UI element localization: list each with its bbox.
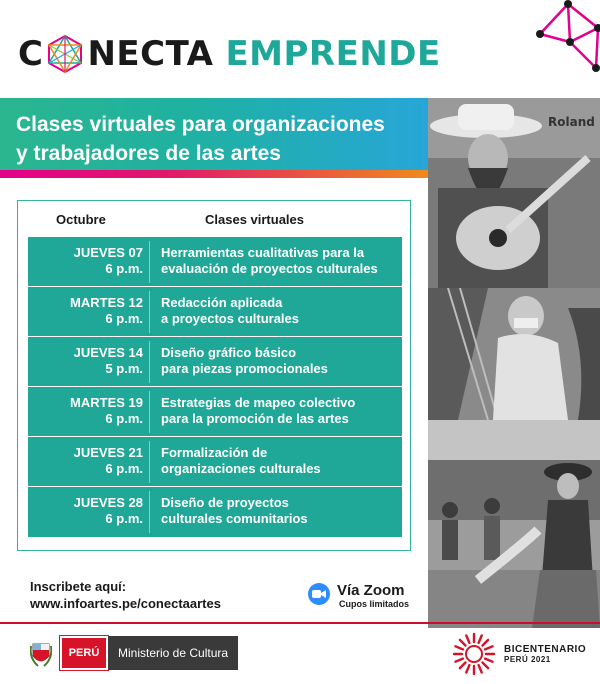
ministry-label: Ministerio de Cultura	[108, 636, 238, 670]
row-day: JUEVES 21	[73, 445, 143, 460]
signup-label: Inscribete aquí:	[30, 579, 127, 594]
row-class-line1: Diseño gráfico básico	[161, 345, 297, 360]
table-row	[28, 487, 402, 537]
row-class-line2: para la promoción de las artes	[161, 411, 349, 426]
row-class-line2: organizaciones culturales	[161, 461, 321, 476]
schedule-table	[17, 200, 411, 551]
row-time: 6 p.m.	[105, 261, 143, 276]
row-date	[28, 345, 143, 377]
row-class-line2: culturales comunitarios	[161, 511, 308, 526]
row-date	[28, 495, 143, 527]
row-date	[28, 445, 143, 477]
brand-word-c: C	[18, 34, 44, 74]
brand-logo	[18, 30, 441, 78]
row-class	[161, 345, 397, 377]
row-class-line1: Herramientas cualitativas para la	[161, 245, 365, 260]
row-date	[28, 295, 143, 327]
peru-label: PERÚ	[60, 636, 108, 670]
zoom-block	[308, 582, 409, 609]
photo-column	[428, 98, 600, 628]
row-class-line1: Estrategias de mapeo colectivo	[161, 395, 356, 410]
bicentenario-sun-icon	[452, 632, 496, 676]
row-class	[161, 495, 397, 527]
zoom-title: Vía Zoom	[337, 582, 405, 599]
row-class-line2: evaluación de proyectos culturales	[161, 261, 378, 276]
row-divider	[149, 291, 150, 333]
table-row	[28, 437, 402, 487]
banner-title-line2: y trabajadores de las artes	[16, 142, 281, 165]
footer-divider	[0, 622, 600, 624]
row-class-line1: Redacción aplicada	[161, 295, 283, 310]
brand-word-emprende: EMPRENDE	[225, 34, 441, 74]
table-header-date: Octubre	[56, 212, 106, 227]
table-row	[28, 337, 402, 387]
bicentenario-line1: BICENTENARIO	[504, 644, 587, 655]
banner-title-line1: Clases virtuales para organizaciones	[16, 113, 385, 136]
geometric-gem-icon	[45, 34, 85, 74]
row-class-line1: Formalización de	[161, 445, 268, 460]
table-row	[28, 287, 402, 337]
row-class-line1: Diseño de proyectos	[161, 495, 289, 510]
table-row	[28, 387, 402, 437]
row-day: MARTES 19	[70, 395, 143, 410]
row-divider	[149, 441, 150, 483]
zoom-note: Cupos limitados	[339, 599, 410, 609]
svg-text:Roland: Roland	[548, 115, 595, 129]
signup-block	[30, 578, 221, 612]
row-time: 6 p.m.	[105, 311, 143, 326]
row-day: MARTES 12	[70, 295, 143, 310]
network-nodes-icon	[530, 0, 600, 72]
ministry-logo	[30, 634, 238, 672]
row-date	[28, 245, 143, 277]
row-class	[161, 245, 397, 277]
row-time: 6 p.m.	[105, 461, 143, 476]
bicentenario-line2: PERÚ 2021	[504, 655, 551, 664]
row-class	[161, 295, 397, 327]
row-time: 6 p.m.	[105, 511, 143, 526]
row-date	[28, 395, 143, 427]
row-class	[161, 445, 397, 477]
row-divider	[149, 241, 150, 283]
photo-harpist	[428, 288, 600, 420]
bicentenario-logo	[452, 632, 586, 676]
title-banner	[0, 98, 428, 178]
row-divider	[149, 341, 150, 383]
photo-dancers	[428, 420, 600, 628]
row-day: JUEVES 14	[73, 345, 143, 360]
photo-guitarist	[428, 98, 600, 288]
row-class-line2: para piezas promocionales	[161, 361, 328, 376]
row-time: 5 p.m.	[105, 361, 143, 376]
row-day: JUEVES 28	[73, 495, 143, 510]
row-divider	[149, 491, 150, 533]
peru-crest-icon	[30, 638, 52, 668]
row-divider	[149, 391, 150, 433]
row-class-line2: a proyectos culturales	[161, 311, 299, 326]
table-header-class: Clases virtuales	[205, 212, 305, 227]
brand-word-necta: NECTA	[87, 34, 214, 74]
row-day: JUEVES 07	[73, 245, 143, 260]
signup-url-link[interactable]: www.infoartes.pe/conectaartes	[30, 596, 221, 611]
video-camera-icon	[308, 583, 330, 605]
row-class	[161, 395, 397, 427]
row-time: 6 p.m.	[105, 411, 143, 426]
banner-accent-stripe	[0, 170, 428, 178]
table-row	[28, 237, 402, 287]
